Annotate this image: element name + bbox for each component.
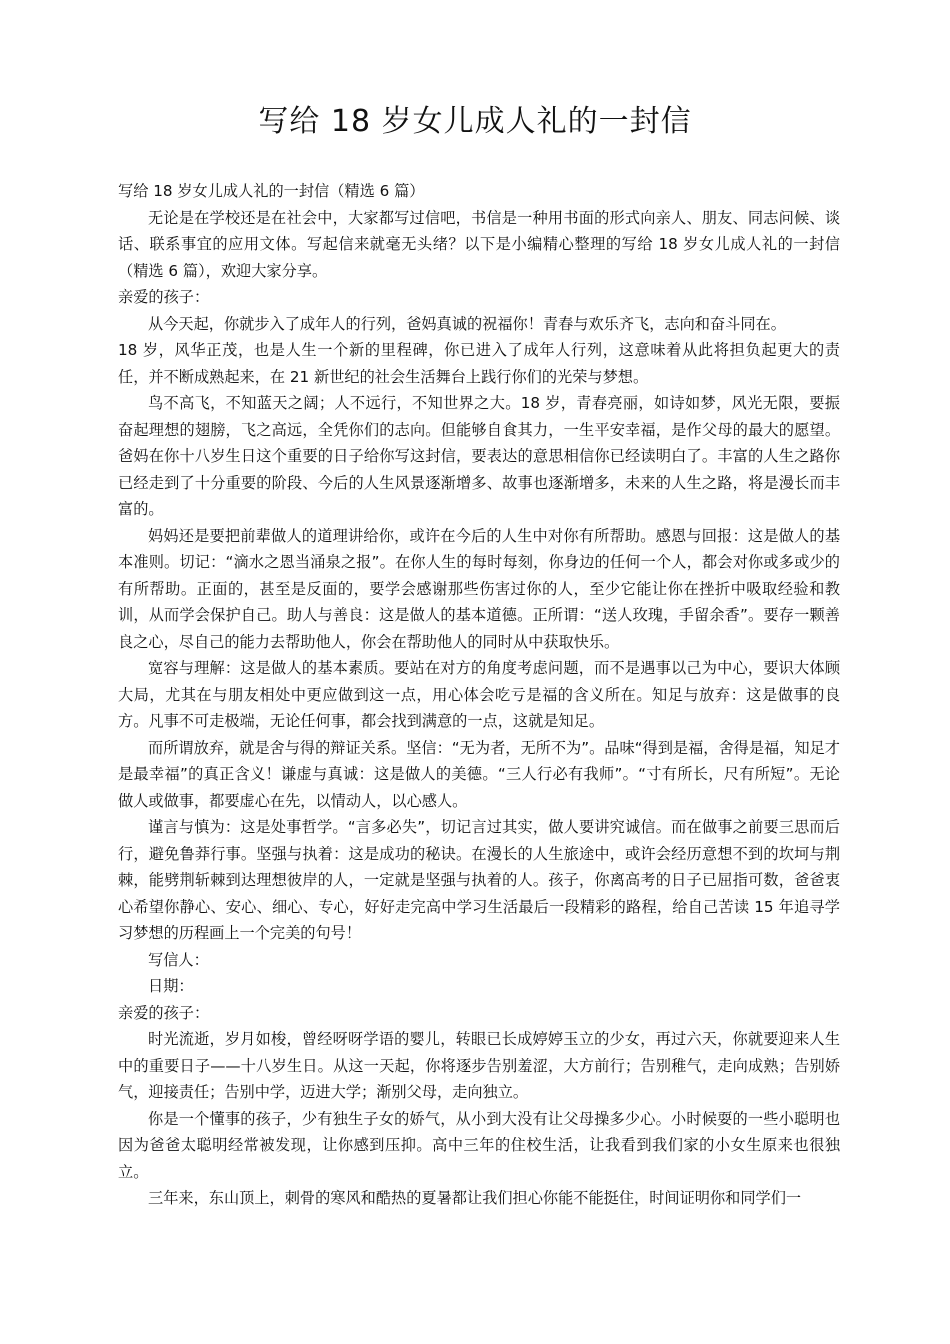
date-label: 日期： bbox=[148, 977, 194, 995]
paragraph: 时光流逝，岁月如梭，曾经呀呀学语的婴儿，转眼已长成婷婷玉立的少女，再过六天，你就要迎来人生中的重要日子——十八岁生日。从这一天起，你将逐步告别羞涩，大方前行；告别稚气，走向成熟；告别娇气，迎接责任；告别中学，迈进大学；渐别父母，走向独立。 bbox=[118, 1030, 840, 1101]
paragraph: 你是一个懂事的孩子，少有独生子女的娇气，从小到大没有让父母操多少心。小时候耍的一些小聪明也因为爸爸太聪明经常被发现，让你感到压抑。高中三年的住校生活，让我看到我们家的小女生原来也很独立。 bbox=[118, 1109, 840, 1181]
paragraph: 宽容与理解：这是做人的基本素质。要站在对方的角度考虑问题，而不是遇事以己为中心，要识大体顾大局，尤其在与朋友相处中更应做到这一点，用心体会吃亏是福的含义所在。知足与放弃：这是做事的良方。凡事不可走极端，无论任何事，都会找到满意的一点，这就是知足。 bbox=[118, 659, 840, 730]
paragraph: 而所谓放弃，就是舍与得的辩证关系。坚信：“无为者，无所不为”。品味“得到是福，舍得是福，知足才是最幸福”的真正含义！谦虚与真诚：这是做人的美德。“三人行必有我师”。“寸有所长，尺有所短”。无论做人或做事，都要虚心在先，以情动人，以心感人。 bbox=[118, 738, 840, 810]
paragraph: 三年来，东山顶上，刺骨的寒风和酷热的夏暑都让我们担心你能不能挺住，时间证明你和同学们一 bbox=[148, 1189, 802, 1207]
document-body bbox=[118, 178, 840, 1212]
salutation: 亲爱的孩子： bbox=[118, 288, 210, 306]
paragraph: 妈妈还是要把前辈做人的道理讲给你，或许在今后的人生中对你有所帮助。感恩与回报：这是做人的基本准则。切记：“滴水之恩当涌泉之报”。在你人生的每时每刻，你身边的任何一个人，都会对你或多或少的有所帮助。正面的，甚至是反面的，要学会感谢那些伤害过你的人，至少它能让你在挫折中吸取经验和教训，从而学会保护自己。助人与善良：这是做人的基本道德。正所谓：“送人玫瑰，手留余香”。要存一颗善良之心，尽自己的能力去帮助他人，你会在帮助他人的同时从中获取快乐。 bbox=[118, 526, 840, 651]
paragraph: 无论是在学校还是在社会中，大家都写过信吧，书信是一种用书面的形式向亲人、朋友、同志问候、谈话、联系事宜的应用文体。写起信来就毫无头绪？以下是小编精心整理的写给 18 岁女儿成人礼的一封信（精选 6 篇），欢迎大家分享。 bbox=[118, 208, 840, 280]
paragraph: 从今天起，你就步入了成年人的行列，爸妈真诚的祝福你！青春与欢乐齐飞，志向和奋斗同在。 bbox=[148, 314, 786, 333]
paragraph: 鸟不高飞，不知蓝天之阔；人不远行，不知世界之大。18 岁，青春亮丽，如诗如梦，风光无限，要振奋起理想的翅膀，飞之高远，全凭你们的志向。但能够自食其力，一生平安幸福，是作父母的最大的愿望。爸妈在你十八岁生日这个重要的日子给你写这封信，要表达的意思相信你已经读明白了。丰富的人生之路你已经走到了十分重要的阶段、今后的人生风景逐渐增多、故事也逐渐增多，未来的人生之路，将是漫长而丰富的。 bbox=[118, 394, 840, 518]
signature-label: 写信人： bbox=[148, 950, 209, 969]
salutation: 亲爱的孩子： bbox=[118, 1003, 210, 1022]
paragraph: 18 岁，风华正茂，也是人生一个新的里程碑，你已进入了成年人行列，这意味着从此将担负起更大的责任，并不断成熟起来，在 21 新世纪的社会生活舞台上践行你们的光荣与梦想。 bbox=[118, 341, 840, 386]
document-title: 写给 18 岁女儿成人礼的一封信 bbox=[258, 104, 692, 139]
paragraph: 谨言与慎为：这是处事哲学。“言多必失”，切记言过其实，做人要讲究诚信。而在做事之前要三思而后行，避免鲁莽行事。坚强与执着：这是成功的秘诀。在漫长的人生旅途中，或许会经历意想不到的坎坷与荆棘，能劈荆斩棘到达理想彼岸的人，一定就是坚强与执着的人。孩子，你离高考的日子已屈指可数，爸爸衷心希望你静心、安心、细心、专心，好好走完高中学习生活最后一段精彩的路程，给自己苦读 15 年追寻学习梦想的历程画上一个完美的句号！ bbox=[118, 818, 840, 942]
paragraph: 写给 18 岁女儿成人礼的一封信（精选 6 篇） bbox=[118, 182, 425, 200]
